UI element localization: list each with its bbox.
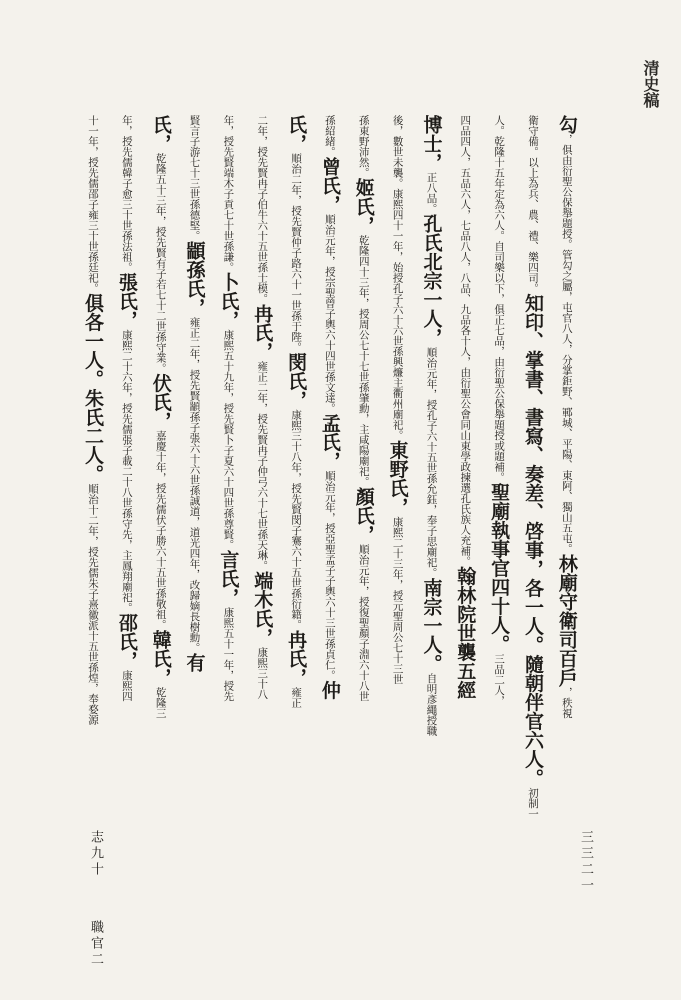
annotation-text: 年，授先賢端木子貢七十世孫謙。 — [222, 115, 235, 273]
text-column — [114, 115, 140, 820]
page-edge-mark: 清史稿 — [641, 60, 660, 108]
entry-heading: 朱氏二人。 — [82, 388, 104, 484]
text-column — [249, 115, 275, 820]
entry-heading: 伏氏， — [149, 373, 172, 431]
text-column — [452, 115, 478, 820]
annotation-text: 三品二人， — [493, 653, 506, 706]
entry-heading: 張氏， — [115, 272, 138, 330]
annotation-text: 雍正二年，授先賢冉子仲弓六十七世孫天琳。 — [256, 361, 269, 571]
annotation-text: 自明彥繩授職 — [425, 673, 438, 736]
entry-heading: 隨朝伴官六人。 — [521, 654, 544, 788]
annotation-text: 雍正 — [290, 687, 303, 708]
annotation-text: 乾隆三 — [154, 687, 167, 719]
entry-heading: 卜氏， — [217, 272, 240, 330]
entry-heading: 曾氏， — [318, 157, 341, 214]
text-column — [486, 115, 512, 820]
entry-heading: 邵氏， — [115, 613, 138, 670]
entry-heading: 冉氏， — [285, 630, 308, 687]
text-column — [418, 115, 444, 820]
annotation-text: 四品四人，五品六人，七品八人，八品、九品各十人，由衍聖公會同山東學政揀選孔氏族人充補。 — [459, 115, 472, 567]
annotation-text: 順治元年，授孔子六十五世孫允鈺，奉子思廟祀。 — [425, 347, 438, 578]
running-footer — [85, 830, 105, 980]
entry-heading: 翰林院世襲五經 — [454, 566, 477, 700]
entry-heading: 顏氏， — [352, 487, 375, 544]
annotation-text: 順治元年，授宗聖曾子輿六十四世孫文達。 — [323, 214, 336, 414]
entry-heading: 知印、掌書、書寫、奏差、啓事，各一人。 — [521, 293, 544, 655]
annotation-text: 十一年，授先儒邵子雍三十世孫廷祀。 — [87, 115, 99, 294]
entry-heading: 端木氏， — [251, 571, 274, 647]
annotation-text: 正八品。 — [425, 172, 438, 214]
entry-heading: 東野氏， — [386, 440, 409, 517]
annotation-text: 雍正二年，授先賢顓孫子張六十六世孫誠道，道光四年，改歸嫡長樹勳。 — [188, 317, 201, 653]
entry-heading: 顓孫氏， — [183, 241, 206, 317]
annotation-text: 孫紹緒。 — [323, 115, 336, 157]
entry-heading: 俱各一人。 — [82, 293, 104, 389]
annotation-text: 後，數世未襲。康熙四十一年，始授孔子六十六世孫興燫主衢州廟祀。 — [391, 115, 404, 441]
entry-heading: 有 — [183, 653, 206, 672]
text-column — [317, 115, 343, 820]
entry-heading: 姬氏， — [352, 178, 375, 235]
text-column — [182, 115, 208, 820]
annotation-text: 康熙二十六年，授先儒張子載二十八世孫守先，主鳳翔廟祀。 — [120, 329, 133, 613]
annotation-text: 孫東野沛然。 — [357, 115, 370, 178]
section-label: 職官二 — [88, 920, 103, 968]
annotation-text: 康熙五十九年，授先賢卜子夏六十四世孫尊賢。 — [222, 329, 235, 550]
entry-heading: 韓氏， — [149, 630, 172, 687]
entry-heading: 聖廟執事官四十人。 — [488, 482, 511, 654]
annotation-text: 二年，授先賢冉子伯牛六十五世孫士模。 — [256, 115, 269, 304]
text-column — [215, 115, 241, 820]
annotation-text: 乾隆五十三年，授先賢有子若七十二世孫守業。 — [154, 153, 167, 374]
annotation-text: 順治元年，授亞聖孟子子輿六十三世孫貞仁。 — [323, 470, 336, 681]
annotation-text: 賢言子游七十三世孫德堅。 — [188, 115, 201, 241]
text-column — [80, 115, 106, 820]
annotation-text: 康熙三十八年，授先賢閔子騫六十五世孫衍籍。 — [290, 409, 303, 630]
text-column — [148, 115, 174, 820]
entry-heading: 閔氏， — [285, 352, 308, 410]
annotation-text: 順治二年，授先賢仲子路六十一世孫于陛。 — [290, 153, 303, 353]
entry-heading: 氏， — [149, 115, 172, 153]
text-column — [554, 115, 580, 820]
annotation-text: 康熙四 — [120, 670, 133, 702]
annotation-text: 初制一 — [526, 787, 539, 819]
entry-heading: 勾 — [555, 115, 578, 134]
page-number: 三三二一 — [578, 830, 593, 894]
body-text — [80, 115, 580, 820]
text-column — [283, 115, 309, 820]
annotation-text: 順治十二年，授先儒朱子熹徽派十五世孫煌，奉婺源 — [87, 483, 99, 725]
annotation-text: 康熙五十一年，授先 — [222, 607, 235, 702]
annotation-text: 康熙三十八 — [256, 647, 269, 700]
annotation-text: 順治元年，授復聖顏子淵六十八世 — [357, 544, 370, 702]
entry-heading: 氏， — [285, 115, 308, 153]
entry-heading: 冉氏， — [251, 304, 274, 361]
annotation-text: 康熙二十三年，授元聖周公七十三世 — [391, 516, 404, 685]
annotation-text: ，俱由衍聖公保舉題授。管勾之屬，屯官八人，分掌鉅野、鄆城、平陽、東阿、獨山五屯。 — [560, 134, 573, 554]
entry-heading: 言氏， — [217, 550, 240, 607]
entry-heading: 南宗一人。 — [420, 578, 443, 673]
annotation-text: ，秩視 — [560, 687, 573, 719]
entry-heading: 仲 — [318, 680, 341, 700]
text-column — [385, 115, 411, 820]
entry-heading: 博士， — [420, 115, 443, 172]
annotation-text: 衛守備。以上為兵、農、禮、樂四司。 — [526, 115, 539, 294]
entry-heading: 林廟守衛司百戶 — [555, 554, 578, 687]
entry-heading: 孟氏， — [318, 413, 341, 471]
annotation-text: 年，授先儒韓子愈三十世孫法祖。 — [120, 115, 133, 273]
text-column — [520, 115, 546, 820]
annotation-text: 人。乾隆十五年定為六人。自司樂以下，俱正七品，由衍聖公保舉題授或題補。 — [493, 115, 506, 483]
text-column — [351, 115, 377, 820]
volume-label: 志九十 — [88, 830, 103, 878]
annotation-text: 嘉慶十年，授先儒伏子勝六十五世孫敬祖。 — [154, 430, 167, 630]
entry-heading: 孔氏北宗一人， — [420, 214, 443, 347]
annotation-text: 乾隆四十三年，授周公七十七世孫肇勳，主咸陽廟祀。 — [357, 235, 370, 487]
